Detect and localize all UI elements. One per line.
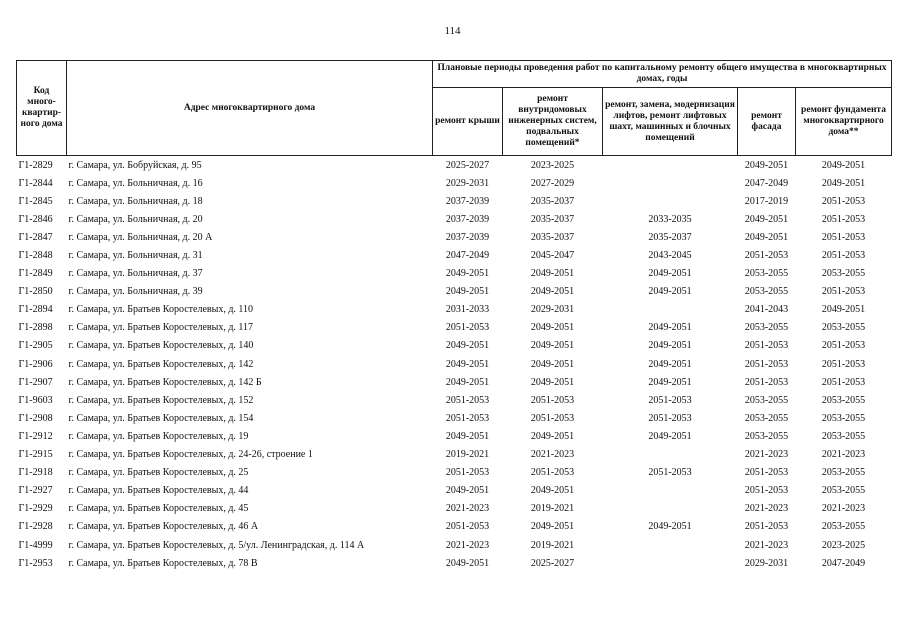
table-row <box>17 355 892 373</box>
cell-foundation: 2049-2051 <box>821 304 866 316</box>
cell-systems: 2049-2051 <box>530 376 575 388</box>
cell-foundation: 2049-2051 <box>821 177 866 189</box>
cell-systems: 2049-2051 <box>530 358 575 370</box>
cell-foundation: 2051-2053 <box>821 231 866 243</box>
cell-lifts: 2033-2035 <box>648 213 692 225</box>
cell-facade: 2051-2053 <box>744 376 789 388</box>
cell-code: Г1-2906 <box>18 358 53 370</box>
header-code: Код много-квартир-ного дома <box>17 61 67 156</box>
cell-lifts <box>603 446 738 464</box>
cell-code: Г1-2953 <box>18 557 53 569</box>
cell-systems: 2023-2025 <box>530 159 575 171</box>
cell-roof: 2049-2051 <box>445 485 490 497</box>
cell-roof: 2019-2021 <box>445 449 490 461</box>
cell-code: Г1-9603 <box>18 394 53 406</box>
cell-lifts: 2043-2045 <box>648 250 692 262</box>
cell-foundation: 2051-2053 <box>821 340 866 352</box>
cell-systems: 2049-2051 <box>530 268 575 280</box>
cell-foundation: 2021-2023 <box>821 503 866 515</box>
cell-lifts: 2049-2051 <box>648 521 692 533</box>
cell-lifts: 2049-2051 <box>648 358 692 370</box>
cell-address: г. Самара, ул. Больничная, д. 18 <box>68 195 203 207</box>
table-row <box>17 427 892 445</box>
header-facade: ремонт фасада <box>738 88 796 156</box>
cell-code: Г1-2918 <box>18 467 53 479</box>
cell-roof: 2025-2027 <box>445 159 490 171</box>
cell-address: г. Самара, ул. Братьев Коростелевых, д. 110 <box>68 304 254 316</box>
cell-foundation: 2053-2055 <box>821 485 866 497</box>
cell-address: г. Самара, ул. Братьев Коростелевых, д. 24-26, строение 1 <box>68 449 313 461</box>
cell-foundation: 2049-2051 <box>821 159 866 171</box>
cell-facade: 2029-2031 <box>744 557 789 569</box>
cell-systems: 2051-2053 <box>530 467 575 479</box>
cell-systems: 2051-2053 <box>530 412 575 424</box>
cell-systems: 2035-2037 <box>530 213 575 225</box>
cell-lifts <box>603 536 738 554</box>
cell-address: г. Самара, ул. Братьев Коростелевых, д. 19 <box>68 430 249 442</box>
cell-facade: 2021-2023 <box>744 503 789 515</box>
cell-systems: 2049-2051 <box>530 521 575 533</box>
header-roof: ремонт крыши <box>433 88 503 156</box>
cell-systems: 2049-2051 <box>530 430 575 442</box>
cell-code: Г1-2846 <box>18 213 53 225</box>
cell-foundation: 2023-2025 <box>821 539 866 551</box>
cell-lifts <box>603 500 738 518</box>
cell-systems: 2045-2047 <box>530 250 575 262</box>
cell-address: г. Самара, ул. Братьев Коростелевых, д. 142 <box>68 358 254 370</box>
table-row <box>17 246 892 264</box>
header-systems: ремонт внутридомовых инженерных систем, подвальных помещений* <box>503 88 603 156</box>
cell-facade: 2053-2055 <box>744 322 789 334</box>
cell-address: г. Самара, ул. Больничная, д. 31 <box>68 250 203 262</box>
cell-foundation: 2053-2055 <box>821 467 866 479</box>
cell-lifts: 2049-2051 <box>648 430 692 442</box>
table-row <box>17 391 892 409</box>
cell-facade: 2049-2051 <box>744 159 789 171</box>
table-row <box>17 283 892 301</box>
table-row <box>17 319 892 337</box>
cell-code: Г1-2845 <box>18 195 53 207</box>
cell-roof: 2037-2039 <box>445 195 490 207</box>
table-row <box>17 301 892 319</box>
cell-facade: 2053-2055 <box>744 394 789 406</box>
table-row <box>17 536 892 554</box>
cell-address: г. Самара, ул. Больничная, д. 20 А <box>68 231 213 243</box>
cell-facade: 2041-2043 <box>744 304 789 316</box>
cell-systems: 2035-2037 <box>530 195 575 207</box>
cell-foundation: 2021-2023 <box>821 449 866 461</box>
cell-address: г. Самара, ул. Братьев Коростелевых, д. 154 <box>68 412 254 424</box>
cell-facade: 2053-2055 <box>744 268 789 280</box>
table-row <box>17 518 892 536</box>
cell-roof: 2051-2053 <box>445 394 490 406</box>
cell-code: Г1-2844 <box>18 177 53 189</box>
table-row <box>17 554 892 572</box>
cell-roof: 2051-2053 <box>445 467 490 479</box>
cell-foundation: 2053-2055 <box>821 268 866 280</box>
cell-address: г. Самара, ул. Братьев Коростелевых, д. 5/ул. Ленинградская, д. 114 А <box>68 539 365 551</box>
cell-code: Г1-2829 <box>18 159 53 171</box>
capital-repair-table <box>16 60 892 572</box>
cell-facade: 2017-2019 <box>744 195 789 207</box>
cell-systems: 2027-2029 <box>530 177 575 189</box>
cell-code: Г1-2908 <box>18 412 53 424</box>
cell-lifts: 2035-2037 <box>648 231 692 243</box>
cell-code: Г1-2927 <box>18 485 53 497</box>
cell-systems: 2021-2023 <box>530 449 575 461</box>
cell-systems: 2035-2037 <box>530 231 575 243</box>
cell-code: Г1-2915 <box>18 449 53 461</box>
cell-foundation: 2053-2055 <box>821 412 866 424</box>
cell-address: г. Самара, ул. Братьев Коростелевых, д. 78 В <box>68 557 258 569</box>
cell-roof: 2051-2053 <box>445 322 490 334</box>
cell-lifts: 2051-2053 <box>648 394 692 406</box>
cell-roof: 2029-2031 <box>445 177 490 189</box>
cell-facade: 2051-2053 <box>744 358 789 370</box>
cell-facade: 2053-2055 <box>744 286 789 298</box>
cell-foundation: 2053-2055 <box>821 521 866 533</box>
cell-systems: 2019-2021 <box>530 503 575 515</box>
table-row <box>17 265 892 283</box>
cell-foundation: 2053-2055 <box>821 394 866 406</box>
cell-code: Г1-2907 <box>18 376 53 388</box>
table-row <box>17 210 892 228</box>
cell-roof: 2051-2053 <box>445 521 490 533</box>
cell-lifts: 2049-2051 <box>648 268 692 280</box>
cell-systems: 2049-2051 <box>530 485 575 497</box>
cell-facade: 2049-2051 <box>744 231 789 243</box>
cell-facade: 2051-2053 <box>744 485 789 497</box>
cell-roof: 2031-2033 <box>445 304 490 316</box>
cell-foundation: 2051-2053 <box>821 250 866 262</box>
table-row <box>17 156 892 175</box>
cell-foundation: 2047-2049 <box>821 557 866 569</box>
cell-lifts: 2049-2051 <box>648 322 692 334</box>
cell-roof: 2049-2051 <box>445 376 490 388</box>
cell-lifts <box>603 174 738 192</box>
cell-lifts <box>603 482 738 500</box>
cell-address: г. Самара, ул. Братьев Коростелевых, д. 45 <box>68 503 249 515</box>
cell-address: г. Самара, ул. Бобруйская, д. 95 <box>68 159 202 171</box>
cell-lifts: 2051-2053 <box>648 467 692 479</box>
cell-code: Г1-2849 <box>18 268 53 280</box>
cell-systems: 2049-2051 <box>530 340 575 352</box>
cell-systems: 2025-2027 <box>530 557 575 569</box>
cell-roof: 2049-2051 <box>445 340 490 352</box>
cell-roof: 2047-2049 <box>445 250 490 262</box>
cell-facade: 2049-2051 <box>744 213 789 225</box>
cell-roof: 2049-2051 <box>445 358 490 370</box>
header-address: Адрес многоквартирного дома <box>67 61 433 156</box>
cell-systems: 2051-2053 <box>530 394 575 406</box>
cell-facade: 2021-2023 <box>744 539 789 551</box>
cell-lifts <box>603 192 738 210</box>
cell-foundation: 2051-2053 <box>821 286 866 298</box>
cell-code: Г1-2928 <box>18 521 53 533</box>
cell-address: г. Самара, ул. Братьев Коростелевых, д. 152 <box>68 394 254 406</box>
page-number: 114 <box>444 25 461 37</box>
cell-code: Г1-2898 <box>18 322 53 334</box>
cell-systems: 2019-2021 <box>530 539 575 551</box>
cell-foundation: 2053-2055 <box>821 430 866 442</box>
cell-code: Г1-2848 <box>18 250 53 262</box>
cell-roof: 2051-2053 <box>445 412 490 424</box>
cell-roof: 2049-2051 <box>445 286 490 298</box>
table-body <box>17 156 892 573</box>
header-periods: Плановые периоды проведения работ по капитальному ремонту общего имущества в многоквартирных домах, годы <box>433 61 892 88</box>
cell-code: Г1-2850 <box>18 286 53 298</box>
cell-systems: 2029-2031 <box>530 304 575 316</box>
cell-foundation: 2053-2055 <box>821 322 866 334</box>
table-row <box>17 464 892 482</box>
cell-facade: 2021-2023 <box>744 449 789 461</box>
cell-code: Г1-2894 <box>18 304 53 316</box>
cell-address: г. Самара, ул. Больничная, д. 20 <box>68 213 203 225</box>
table-row <box>17 192 892 210</box>
cell-facade: 2051-2053 <box>744 467 789 479</box>
table-row <box>17 174 892 192</box>
cell-address: г. Самара, ул. Братьев Коростелевых, д. 142 Б <box>68 376 262 388</box>
cell-lifts <box>603 554 738 572</box>
cell-foundation: 2051-2053 <box>821 213 866 225</box>
cell-roof: 2049-2051 <box>445 557 490 569</box>
cell-lifts: 2049-2051 <box>648 340 692 352</box>
table-row <box>17 373 892 391</box>
cell-code: Г1-2905 <box>18 340 53 352</box>
cell-code: Г1-2912 <box>18 430 53 442</box>
cell-lifts: 2051-2053 <box>648 412 692 424</box>
cell-lifts: 2049-2051 <box>648 286 692 298</box>
cell-roof: 2049-2051 <box>445 430 490 442</box>
cell-systems: 2049-2051 <box>530 286 575 298</box>
cell-address: г. Самара, ул. Больничная, д. 39 <box>68 286 203 298</box>
cell-roof: 2021-2023 <box>445 539 490 551</box>
cell-lifts <box>603 301 738 319</box>
table-row <box>17 228 892 246</box>
table-header <box>17 61 892 156</box>
cell-foundation: 2051-2053 <box>821 195 866 207</box>
cell-facade: 2053-2055 <box>744 430 789 442</box>
table-row <box>17 500 892 518</box>
cell-roof: 2037-2039 <box>445 231 490 243</box>
cell-address: г. Самара, ул. Братьев Коростелевых, д. 25 <box>68 467 249 479</box>
cell-code: Г1-2929 <box>18 503 53 515</box>
cell-roof: 2037-2039 <box>445 213 490 225</box>
table-row <box>17 337 892 355</box>
cell-address: г. Самара, ул. Больничная, д. 16 <box>68 177 203 189</box>
cell-lifts: 2049-2051 <box>648 376 692 388</box>
cell-code: Г1-2847 <box>18 231 53 243</box>
cell-address: г. Самара, ул. Братьев Коростелевых, д. 117 <box>68 322 254 334</box>
cell-systems: 2049-2051 <box>530 322 575 334</box>
cell-code: Г1-4999 <box>18 539 53 551</box>
table-row <box>17 409 892 427</box>
cell-facade: 2051-2053 <box>744 521 789 533</box>
cell-address: г. Самара, ул. Братьев Коростелевых, д. 44 <box>68 485 249 497</box>
cell-facade: 2053-2055 <box>744 412 789 424</box>
cell-address: г. Самара, ул. Братьев Коростелевых, д. 140 <box>68 340 254 352</box>
cell-lifts <box>603 156 738 175</box>
cell-roof: 2049-2051 <box>445 268 490 280</box>
table-row <box>17 446 892 464</box>
cell-facade: 2047-2049 <box>744 177 789 189</box>
cell-foundation: 2051-2053 <box>821 358 866 370</box>
header-foundation: ремонт фундамента многоквартирного дома** <box>796 88 892 156</box>
header-lifts: ремонт, замена, модернизация лифтов, ремонт лифтовых шахт, машинных и блочных помещений <box>603 88 738 156</box>
cell-roof: 2021-2023 <box>445 503 490 515</box>
cell-foundation: 2051-2053 <box>821 376 866 388</box>
table-row <box>17 482 892 500</box>
cell-facade: 2051-2053 <box>744 250 789 262</box>
cell-address: г. Самара, ул. Братьев Коростелевых, д. 46 А <box>68 521 259 533</box>
cell-address: г. Самара, ул. Больничная, д. 37 <box>68 268 203 280</box>
cell-facade: 2051-2053 <box>744 340 789 352</box>
